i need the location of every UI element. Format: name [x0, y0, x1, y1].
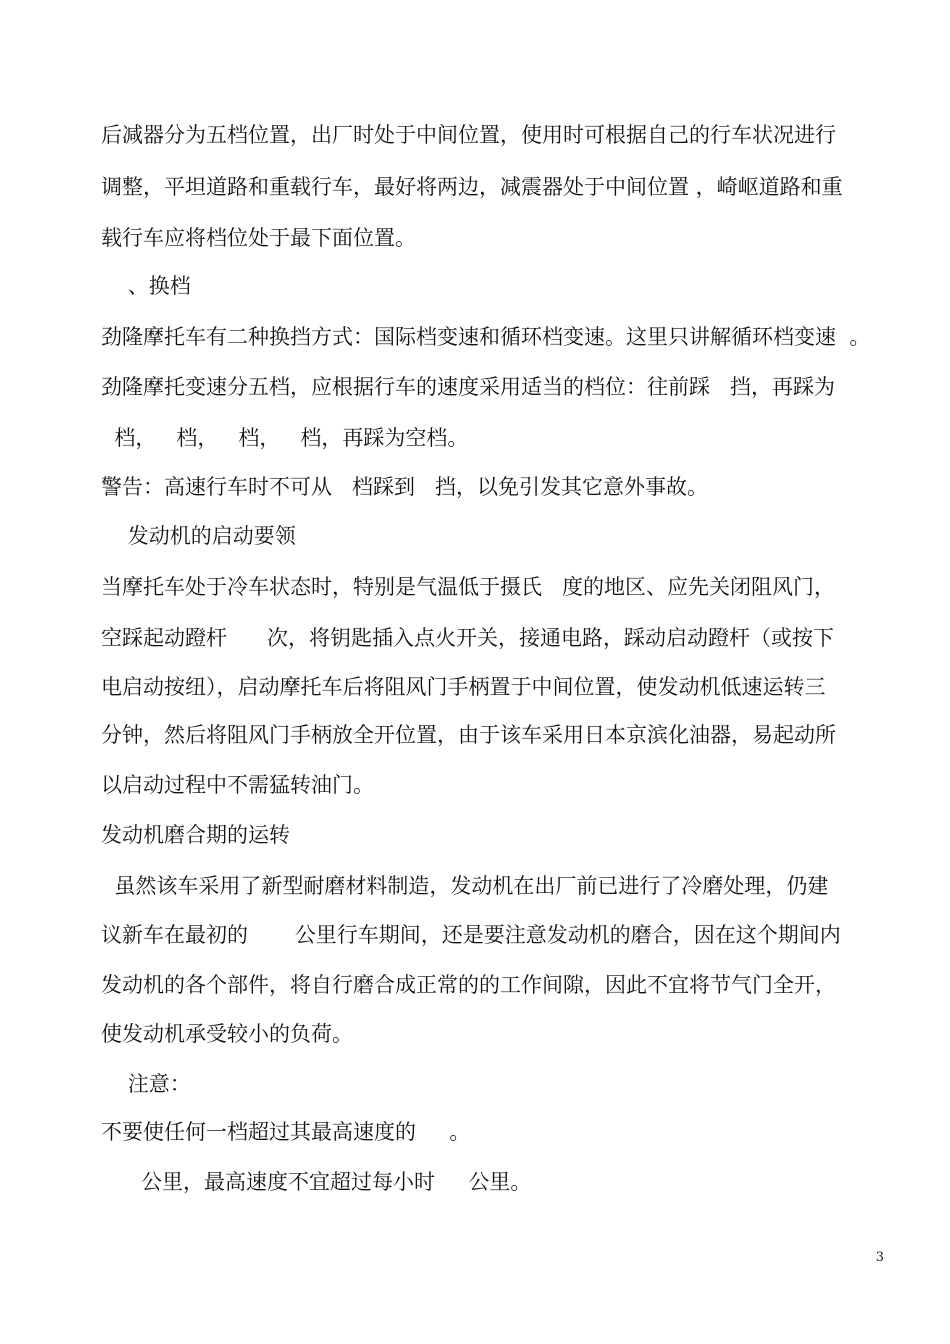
paragraph-line: 议新车在最初的 公里行车期间，还是要注意发动机的磨合，因在这个期间内 [101, 923, 841, 947]
paragraph-line: 当摩托车处于冷车状态时，特别是气温低于摄氏 度的地区、应先关闭阻风门， [101, 575, 836, 599]
section-heading: 发动机磨合期的运转 [101, 823, 290, 847]
paragraph-line: 调整，平坦道路和重载行车，最好将两边，减震器处于中间位置 ，崎岖道路和重 [101, 175, 843, 199]
paragraph-line: 使发动机承受较小的负荷。 [101, 1022, 353, 1046]
paragraph-line: 以启动过程中不需猛转油门。 [101, 773, 374, 797]
paragraph-line: 公里，最高速度不宜超过每小时 公里。 [101, 1170, 532, 1194]
paragraph-line: 载行车应将档位处于最下面位置。 [101, 226, 416, 250]
paragraph-line: 不要使任何一档超过其最高速度的 。 [101, 1120, 471, 1144]
paragraph-line: 档， 档， 档， 档，再踩为空档。 [101, 426, 469, 450]
paragraph-line: 劲隆摩托变速分五档，应根据行车的速度采用适当的档位：往前踩 挡，再踩为 [101, 375, 836, 399]
paragraph-line: 虽然该车采用了新型耐磨材料制造，发动机在出厂前已进行了冷磨处理，仍建 [101, 874, 829, 898]
section-heading: 、换档 [101, 274, 191, 298]
paragraph-line: 分钟，然后将阻风门手柄放全开位置，由于该车采用日本京滨化油器，易起动所 [101, 723, 836, 747]
paragraph-line: 电启动按纽），启动摩托车后将阻风门手柄置于中间位置，使发动机低速运转三 [101, 675, 826, 699]
page-number: 3 [875, 1250, 884, 1265]
paragraph-line: 后减器分为五档位置，出厂时处于中间位置，使用时可根据自己的行车状况进行 [101, 123, 836, 147]
paragraph-line: 空踩起动蹬杆 次，将钥匙插入点火开关，接通电路，踩动启动蹬杆（或按下 [101, 626, 835, 650]
warning-line: 警告：高速行车时不可从 档踩到 挡，以免引发其它意外事故。 [101, 475, 709, 499]
paragraph-line: 发动机的各个部件，将自行磨合成正常的的工作间隙，因此不宜将节气门全开， [101, 973, 836, 997]
paragraph-line: 劲隆摩托车有二种换挡方式：国际档变速和循环档变速。这里只讲解循环档变速 。 [101, 325, 871, 349]
section-heading: 发动机的启动要领 [101, 524, 296, 548]
note-heading: 注意： [101, 1072, 191, 1096]
